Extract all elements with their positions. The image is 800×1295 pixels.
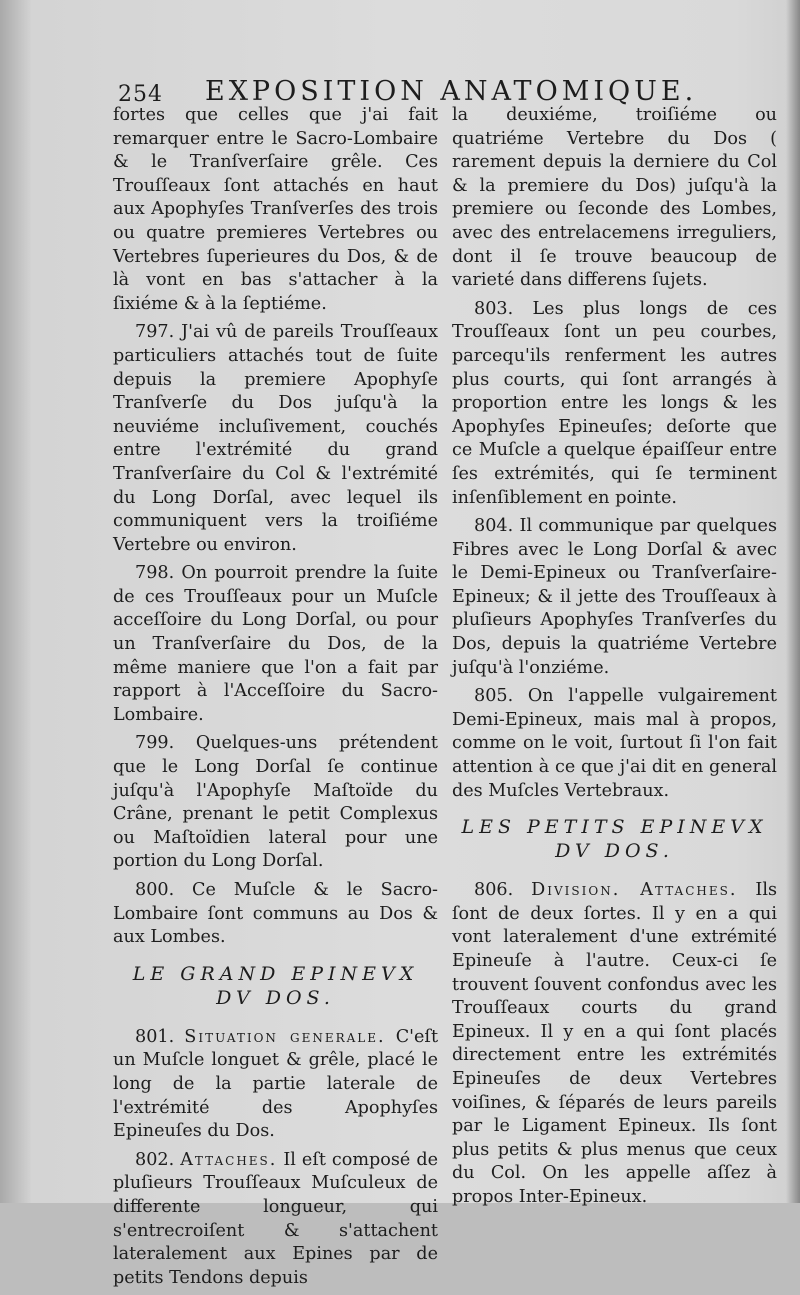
paragraph-801-text: C'eſt un Muſcle longuet & grêle, placé le long de la partie laterale de l'extrémité des Apophyſes Epineuſes du Dos.: [113, 1026, 439, 1142]
left-column: [113, 104, 438, 1295]
paragraph-806-text: Ils ſont de deux ſortes. Il y en a qui vont lateralement d'une extrémité Epineuſe à l'autre. Ceux-ci ſe trouvent ſouvent confondus avec les Trouſſeaux courts du grand Epineux. Il y en a qui ſont placés directement entre les extrémités Epineuſes de deux Vertebres voiſines, & ſéparés de leurs pareils par le Ligament Epineux. Ils ſont plus petits & plus menus que ceux du Col. On les appelle aſſez à propos Inter-Epineux.: [452, 880, 778, 1207]
paragraph-804: 804. Il communique par quelques Fibres avec le Long Dorſal & avec le Demi-Epineux ou Tranſverſaire-Epineux; & il jette des Trouſſeaux à pluſieurs Apophyſes Tranſverſes du Dos, depuis la quatriéme Vertebre juſqu'à l'onziéme.: [452, 516, 777, 678]
paragraph-803: 803. Les plus longs de ces Trouſſeaux ſont un peu courbes, parcequ'ils renferment les autres plus courts, qui ſont arrangés à proportion entre les longs & les Apophyſes Epineuſes; deſorte que ce Muſcle a quelque épaiſſeur entre ſes extrémités, qui ſe terminent inſenſiblement en pointe.: [452, 298, 777, 508]
paragraph-802: [113, 1149, 438, 1291]
page-edge-shadow: [786, 0, 800, 1203]
paragraph-continued-right: la deuxiéme, troiſiéme ou quatriéme Vertebre du Dos ( rarement depuis la derniere du Col & la premiere du Dos) juſqu'à la premiere ou ſeconde des Lombes, avec des entrelacemens irreguliers, dont il ſe trouve beaucoup de varieté dans differens ſujets.: [452, 105, 777, 291]
paragraph-800: 800. Ce Muſcle & le Sacro-Lombaire ſont communs au Dos & aux Lombes.: [113, 880, 438, 948]
section-heading-petits-epineux: LES PETITS EPINEVX DV DOS.: [461, 816, 768, 863]
paragraph-797: 797. J'ai vû de pareils Trouſſeaux particuliers attachés tout de ſuite depuis la premiere Apophyſe Tranſverſe du Dos juſqu'à la neuviéme incluſivement, couchés entre l'extrémité du grand Tranſverſaire du Col & l'extrémité du Long Dorſal, avec lequel ils communiquent vers la troiſiéme Vertebre ou environ.: [113, 322, 438, 555]
paragraph-806-number: 806.: [474, 880, 514, 901]
paragraph-805: 805. On l'appelle vulgairement Demi-Epineux, mais mal à propos, comme on le voit, ſurtout ſi l'on fait attention à ce que j'ai dit en general des Muſcles Vertebraux.: [452, 686, 777, 801]
paragraph-806-heading: Division. Attaches.: [531, 880, 738, 901]
paragraph-801-heading: Situation generale.: [184, 1026, 386, 1047]
paragraph-806: [452, 879, 777, 1209]
running-title: EXPOSITION ANATOMIQUE.: [205, 76, 698, 107]
page-number: 254: [118, 82, 163, 107]
paragraph-802-heading: Attaches.: [180, 1149, 278, 1170]
paragraph-798: 798. On pourroit prendre la ſuite de ces Trouſſeaux pour un Muſcle acceſſoire du Long Dorſal, ou pour un Tranſverſaire du Dos, de la même maniere que l'on a fait par rapport à l'Acceſſoire du Sacro-Lombaire.: [113, 563, 438, 725]
section-heading-grand-epineux: LE GRAND EPINEVX DV DOS.: [132, 962, 419, 1009]
paragraph-802-text: Il eſt composé de pluſieurs Trouſſeaux Muſculeux de differente longueur, qui s'entrecroiſent & s'attachent lateralement aux Epines par de petits Tendons depuis: [113, 1149, 439, 1288]
right-column: [452, 104, 777, 1215]
paragraph-801-number: 801.: [135, 1026, 175, 1047]
paragraph-799: 799. Quelques-uns prétendent que le Long Dorſal ſe continue juſqu'à l'Apophyſe Maſtoïde du Crâne, prenant le petit Complexus ou Maſtoïdien lateral pour une portion du Long Dorſal.: [113, 733, 438, 872]
paragraph-801: [113, 1026, 438, 1144]
paragraph-continued: fortes que celles que j'ai fait remarquer entre le Sacro-Lombaire & le Tranſverſaire grêle. Ces Trouſſeaux ſont attachés en haut aux Apophyſes Tranſverſes des trois ou quatre premieres Vertebres ou Vertebres ſuperieures du Dos, & de là vont en bas s'attacher à la ſixiéme & à la ſeptiéme.: [113, 105, 438, 314]
paragraph-802-number: 802.: [135, 1149, 175, 1170]
